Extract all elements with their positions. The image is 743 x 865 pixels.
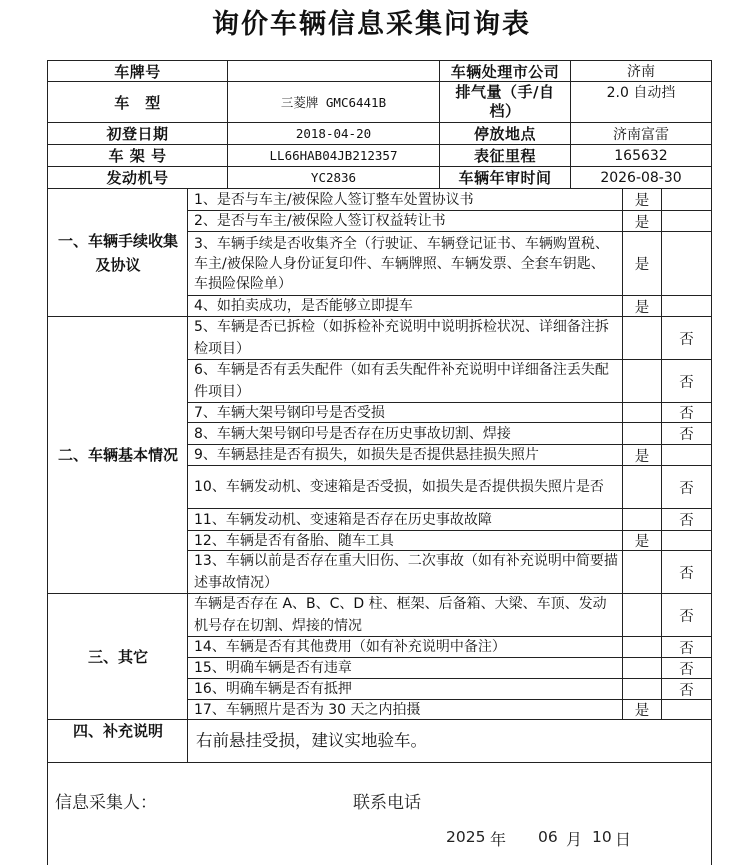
answer-no xyxy=(662,700,711,719)
date-month: 06 xyxy=(538,828,558,846)
answer-no xyxy=(662,189,711,210)
question-text: 2、是否与车主/被保险人签订权益转让书 xyxy=(194,213,446,229)
city-label: 车辆处理市公司 xyxy=(450,62,560,81)
date-year-unit: 年 xyxy=(490,830,507,849)
answer-yes: 是 xyxy=(634,703,650,719)
answer-yes xyxy=(623,317,661,359)
answer-yes: 是 xyxy=(634,448,650,465)
answer-yes xyxy=(623,423,661,444)
supplement-text: 右前悬挂受损，建议实地验车。 xyxy=(196,731,427,750)
mileage-value: 165632 xyxy=(614,147,668,164)
vin-value: LL66HAB04JB212357 xyxy=(269,148,398,163)
answer-no: 否 xyxy=(679,406,694,422)
answer-yes xyxy=(623,594,661,636)
displacement-value: 2.0 自动挡 xyxy=(606,85,676,101)
vin-label: 车 架 号 xyxy=(108,147,167,165)
question-text: 1、是否与车主/被保险人签订整车处置协议书 xyxy=(194,191,474,208)
model-label: 车 型 xyxy=(114,93,161,112)
question-text: 6、车辆是否有丢失配件（如有丢失配件补充说明中详细备注丢失配件项目） xyxy=(194,362,609,400)
plate-redaction xyxy=(292,62,362,80)
answer-no: 否 xyxy=(679,331,694,348)
answer-yes xyxy=(623,403,661,422)
answer-no: 否 xyxy=(679,682,694,699)
answer-yes: 是 xyxy=(634,214,650,231)
answer-yes xyxy=(623,637,661,657)
answer-yes: 是 xyxy=(634,257,650,273)
question-text: 15、明确车辆是否有违章 xyxy=(194,660,352,676)
phone-label: 联系电话 xyxy=(353,793,421,813)
question-text: 10、车辆发动机、变速箱是否受损，如损失是否提供损失照片是否 xyxy=(194,479,604,495)
answer-no: 否 xyxy=(679,661,694,678)
answer-no xyxy=(662,211,711,231)
reg-date-label: 初登日期 xyxy=(106,125,169,143)
reg-date-value: 2018-04-20 xyxy=(295,126,372,141)
answer-no xyxy=(662,296,711,316)
question-text: 车辆是否存在 A、B、C、D 柱、框架、后备箱、大梁、车顶、发动机号存在切割、焊接的情况 xyxy=(194,596,607,634)
answer-yes xyxy=(623,360,661,402)
location-value: 济南富雷 xyxy=(613,126,669,143)
answer-no: 否 xyxy=(679,427,694,443)
date-month-unit: 月 xyxy=(566,830,583,849)
location-label: 停放地点 xyxy=(473,125,536,143)
answer-no: 否 xyxy=(679,480,694,497)
date-day-unit: 日 xyxy=(615,830,632,849)
answer-no xyxy=(662,232,711,295)
question-text: 11、车辆发动机、变速箱是否存在历史事故故障 xyxy=(194,511,492,528)
answer-no: 否 xyxy=(679,374,694,391)
model-value: 三菱牌 GMC6441B xyxy=(280,95,387,110)
date-year: 2025 xyxy=(446,828,486,846)
answer-yes xyxy=(623,551,661,593)
answer-yes: 是 xyxy=(634,534,650,550)
question-text: 5、车辆是否已拆检（如拆检补充说明中说明拆检状况、详细备注拆检项目） xyxy=(194,319,609,357)
answer-no: 否 xyxy=(679,565,694,582)
inspection-value: 2026-08-30 xyxy=(600,169,682,186)
answer-yes xyxy=(623,509,661,530)
answer-yes: 是 xyxy=(634,193,650,209)
answer-no: 否 xyxy=(679,513,694,529)
inspection-label: 车辆年审时间 xyxy=(458,169,552,187)
answer-no xyxy=(662,445,711,465)
section-title: 三、其它 xyxy=(87,647,148,666)
question-text: 8、车辆大架号钢印号是否存在历史事故切割、焊接 xyxy=(194,425,511,442)
section-title: 四、补充说明 xyxy=(72,722,163,740)
question-text: 3、车辆手续是否收集齐全（行驶证、车辆登记证书、车辆购置税、车主/被保险人身份证复印件、车辆牌照、车辆发票、全套车钥匙、车损险保险单） xyxy=(194,235,609,292)
engine-label: 发动机号 xyxy=(106,169,169,187)
section-title: 二、车辆基本情况 xyxy=(57,446,178,464)
answer-yes xyxy=(623,679,661,699)
page-title: 询价车辆信息采集问询表 xyxy=(212,9,531,40)
question-text: 4、如拍卖成功，是否能够立即提车 xyxy=(194,298,413,314)
question-text: 14、车辆是否有其他费用（如有补充说明中备注） xyxy=(194,639,506,655)
answer-no xyxy=(662,531,711,550)
question-text: 12、车辆是否有备胎、随车工具 xyxy=(194,532,394,549)
section-title: 一、车辆手续收集及协议 xyxy=(57,231,178,274)
date-day: 10 xyxy=(592,828,612,846)
collector-label: 信息采集人： xyxy=(55,793,157,813)
engine-value: YC2836 xyxy=(310,170,357,185)
question-text: 7、车辆大架号钢印号是否受损 xyxy=(194,404,385,421)
question-text: 17、车辆照片是否为 30 天之内拍摄 xyxy=(194,701,421,718)
mileage-label: 表征里程 xyxy=(473,147,536,165)
displacement-label: 排气量（手/自档） xyxy=(455,83,555,120)
question-text: 9、车辆悬挂是否有损失，如损失是否提供悬挂损失照片 xyxy=(194,447,539,463)
plate-label: 车牌号 xyxy=(114,62,161,81)
city-value: 济南 xyxy=(627,64,655,80)
answer-yes xyxy=(623,466,661,508)
answer-yes: 是 xyxy=(634,299,650,316)
answer-no: 否 xyxy=(679,608,694,625)
answer-yes xyxy=(623,658,661,678)
answer-no: 否 xyxy=(679,640,694,657)
question-text: 16、明确车辆是否有抵押 xyxy=(194,681,352,697)
question-text: 13、车辆以前是否存在重大旧伤、二次事故（如有补充说明中简要描述事故情况） xyxy=(194,553,618,591)
